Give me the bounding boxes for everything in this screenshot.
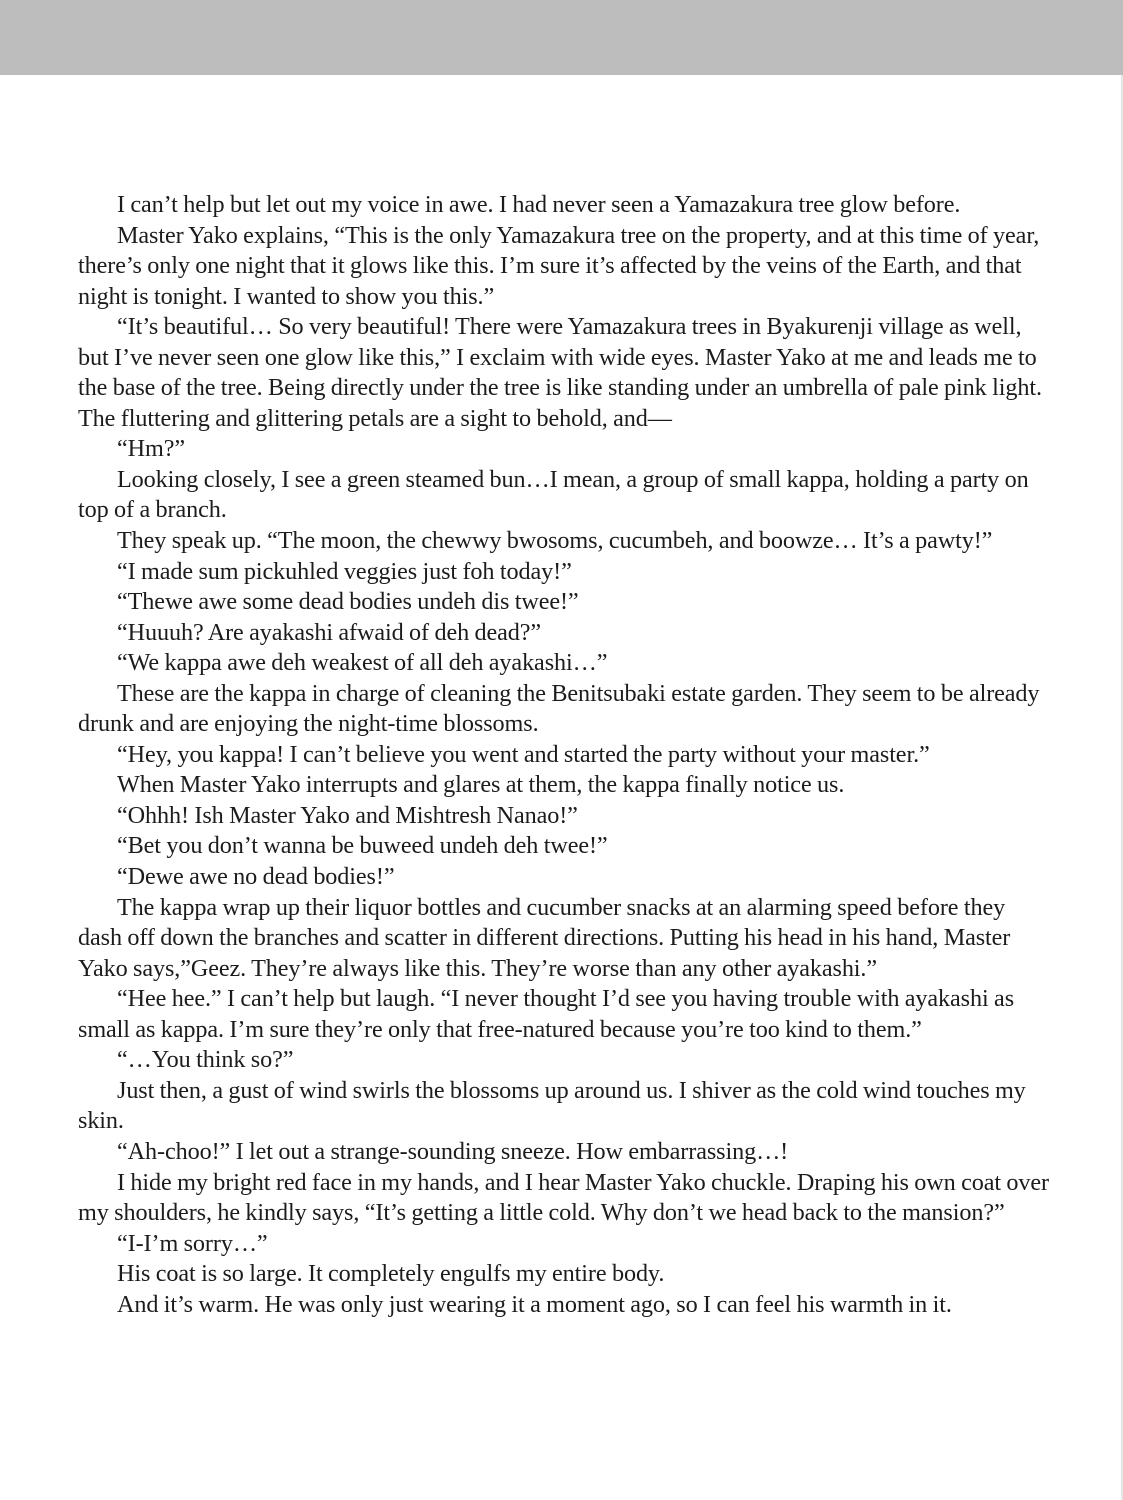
paragraph: “…You think so?” [117, 1046, 294, 1074]
top-gray-bar [0, 0, 1123, 75]
paragraph: And it’s warm. He was only just wearing it a moment ago, so I can feel his warmth in it. [117, 1290, 952, 1318]
paragraph: “We kappa awe deh weakest of all deh ayakashi…” [117, 649, 608, 677]
paragraph: These are the kappa in charge of cleaning the Benitsubaki estate garden. They seem to be already drunk and are enjoying the night-time blossoms. [78, 679, 1040, 738]
paragraph: “Ohhh! Ish Master Yako and Mishtresh Nanao!” [117, 801, 578, 829]
paragraph: I can’t help but let out my voice in awe. I had never seen a Yamazakura tree glow before. [117, 191, 961, 218]
paragraph: His coat is so large. It completely engulfs my entire body. [117, 1260, 665, 1288]
paragraph: “Huuuh? Are ayakashi afwaid of deh dead?” [117, 618, 542, 646]
paragraph: “Hey, you kappa! I can’t believe you went and started the party without your master.” [117, 740, 930, 768]
paragraph: “I made sum pickuhled veggies just foh today!” [117, 557, 572, 585]
paragraph: Just then, a gust of wind swirls the blossoms up around us. I shiver as the cold wind touches my skin. [78, 1076, 1026, 1135]
paragraph: “Bet you don’t wanna be buweed undeh deh twee!” [117, 832, 608, 860]
paragraph: When Master Yako interrupts and glares at them, the kappa finally notice us. [117, 771, 845, 799]
paragraph: “It’s beautiful… So very beautiful! There were Yamazakura trees in Byakurenji village as well, but I’ve never seen one glow like this,” I exclaim with wide eyes. Master Yako at me and leads me to the base of the tree. Being directly under the tree is like standing under an umbrella of pale pink light. The fluttering and glittering petals are a sight to behold, and— [78, 313, 1042, 432]
paragraph: “I-I’m sorry…” [117, 1229, 268, 1257]
paragraph: I hide my bright red face in my hands, and I hear Master Yako chuckle. Draping his own coat over my shoulders, he kindly says, “It’s getting a little cold. Why don’t we head back to the mansion?” [78, 1168, 1050, 1227]
paragraph: “Hee hee.” I can’t help but laugh. “I never thought I’d see you having trouble with ayakashi as small as kappa. I’m sure they’re only that free-natured because you’re too kind to them.” [78, 985, 1015, 1043]
paragraph: Master Yako explains, “This is the only Yamazakura tree on the property, and at this time of year, there’s only one night that it glows like this. I’m sure it’s affected by the veins of the Earth, and that night is tonight. I wanted to show you this.” [78, 221, 1040, 310]
paragraph: They speak up. “The moon, the chewwy bwosoms, cucumbeh, and boowze… It’s a pawty!” [117, 527, 993, 555]
paragraph: Looking closely, I see a green steamed bun…I mean, a group of small kappa, holding a party on top of a branch. [78, 465, 1029, 524]
paragraph: “Hm?” [117, 435, 185, 463]
paragraph: “Ah-choo!” I let out a strange-sounding sneeze. How embarrassing…! [117, 1137, 789, 1165]
paragraph: “Dewe awe no dead bodies!” [117, 863, 395, 891]
paragraph: “Thewe awe some dead bodies undeh dis twee!” [117, 588, 579, 616]
page-body-text [78, 190, 1050, 1320]
paragraph: The kappa wrap up their liquor bottles and cucumber snacks at an alarming speed before they dash off down the branches and scatter in different directions. Putting his head in his hand, Master Yako says,”Geez. They’re always like this. They’re worse than any other ayakashi.” [78, 893, 1011, 982]
